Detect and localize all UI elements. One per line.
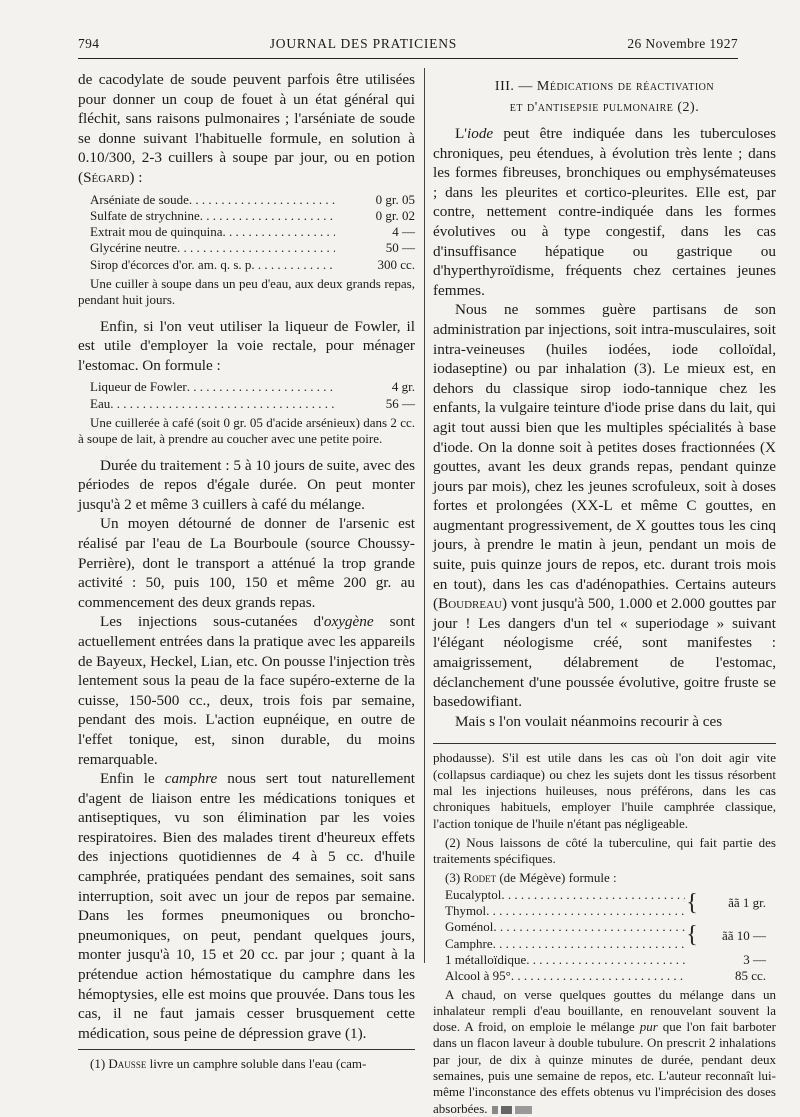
section-heading-line-1: III. — Médications de réactivation [494, 79, 715, 94]
recipe2-row [90, 396, 415, 412]
footnote-2: (2) Nous laissons de côté la tuberculine, qui fait partie des traitements spécifiques. [433, 834, 776, 867]
intro-paragraph: de cacodylate de soude peuvent parfois être utilisées pour donner un coup de fouet à un état général qui fléchit, sans raisons pulmonaires ; l'arséniate de soude se donne suivant l'habituelle formule, en solution à 0.10/300, 2-3 cuillers à soupe par jour, ou en potion (Ségard) : [78, 71, 415, 186]
journal-title: JOURNAL DES PRATICIENS [269, 36, 458, 51]
formula-amount-1: ãã 1 gr. [728, 894, 766, 910]
recipe1-row [90, 224, 415, 240]
leader-dots [177, 240, 335, 256]
leader-dots [110, 396, 335, 412]
fowler-instructions: Une cuillerée à café (soit 0 gr. 05 d'acide arsénieux) dans 2 cc. à soupe de lait, à prendre au coucher avec une petite poire. [78, 415, 415, 447]
recipe2-quantity: 56 — [385, 395, 415, 411]
author-dausse: Dausse [108, 1056, 147, 1072]
leader-dots [189, 192, 335, 208]
formula-ingredient: Goménol [445, 919, 494, 935]
footnote-rule-right [433, 743, 776, 744]
recipe1-ingredient: Glycérine neutre [90, 240, 177, 256]
recipe2-quantity: 4 gr. [391, 379, 415, 395]
formula-amount-3: 3 — [743, 951, 766, 967]
recipe1-quantity: 4 — [392, 224, 415, 240]
formula-ingredient-row [445, 887, 685, 903]
recipe2-ingredient: Liqueur de Fowler [90, 379, 187, 395]
leader-dots [526, 952, 685, 968]
arsenic-recipe [90, 192, 415, 273]
footnotes-right [433, 750, 776, 1117]
oxygen-term: oxygène [323, 613, 374, 631]
camphor-term: camphre [164, 770, 218, 788]
formula-amount-4: 85 cc. [734, 968, 766, 984]
recipe1-ingredient: Extrait mou de quinquina [90, 224, 223, 240]
formula-ingredient: Camphre [445, 935, 493, 951]
leader-dots [501, 887, 685, 903]
footnote-1: (1) Dausse livre un camphre soluble dans l'eau (cam- [90, 1056, 367, 1072]
recipe2-row [90, 379, 415, 395]
left-column [78, 70, 415, 1073]
section-heading-line-2: et d'antisepsie pulmonaire (2). [509, 100, 700, 115]
author-boudreau: Boudreau [438, 595, 502, 613]
iodine-administration-paragraph: Nous ne sommes guère partisans de son administration par injections, soit intra-musculaires, soit intra-veineuses (huiles iodées, iode colloïdal, iodaseptine) ou par inhalation (3). Le mieux est, en dehors du classique sirop iodo-tannique chez les enfants, la vulgaire teinture d'iode prise dans du lait, qui agit tout aussi bien que les multiples spécialités à base d'iode. On la donne soit à petites doses fractionnées (X gouttes, avant les deux grands repas, pendant quinze jours par mois), chez les jeunes scrofuleux, soit à doses fortes et prolongées (XX-L et même C gouttes, en augmentant progressivement, de X gouttes tous les cinq jours, à prendre le matin à jeun, pendant un mois de suite, puis quinze jours de repos, etc. durant trois mois en tout), dans les cas d'adénopathies. Certains auteurs (Boudreau) vont jusqu'à 500, 1.000 et 2.000 gouttes par jour ! Les dangers d'un tel « superiodage » suivant l'élégant néologisme créé, sont manifestes : amaigrissement, délabrement de l'estomac, déclanchement d'une poussée évolutive, goitre fruste se basedowifiant. [433, 301, 776, 711]
fowler-recipe [90, 379, 415, 412]
fowler-paragraph: Enfin, si l'on veut utiliser la liqueur de Fowler, il est utile d'employer la voie rectale, pour ménager l'estomac. On formule : [78, 317, 415, 374]
issue-date: 26 Novembre 1927 [627, 36, 738, 51]
formula-ingredient-row [445, 919, 685, 935]
recipe1-quantity: 50 — [385, 240, 415, 256]
bourboule-paragraph: Un moyen détourné de donner de l'arsenic est réalisé par l'eau de La Bourboule (source Choussy-Perrière), dont le transport a atténué la trop grande activité : 50, puis 100, 150 et même 200 gr. au commencement des deux grands repas. [78, 515, 415, 611]
recipe1-ingredient: Sulfate de strychnine [90, 207, 200, 223]
formula-ingredient: Eucalyptol [445, 886, 502, 902]
formula-ingredient-row [445, 968, 685, 984]
leader-dots [493, 936, 685, 952]
leader-dots [200, 208, 335, 224]
header-rule [78, 58, 738, 59]
closing-line: Mais s l'on voulait néanmoins recourir à ces [455, 712, 723, 730]
camphor-paragraph: Enfin le camphre nous sert tout naturellement d'agent de liaison entre les médications toniques et antiseptiques, vu son élimination par les voies respiratoires. Bien des malades tirent d'heureux effets des injections quotidiennes de 4 à 5 cc. d'huile camphrée, pratiquées pendant des semaines, soit sans interruption, soit avec un jour de repos par semaine. Dans les formes pneumoniques ou broncho-pneumoniques, on peut, pendant quelques jours, monter jusqu'à 10, 15 et 20 cc. par jour ; quant à la prétendue action hémostatique du camphre dans les hémoptysies, elle est moins que prouvée. Dans tous les cas, il ne faut jamais cesser brusquement cette médication, sous peine de dépression grave (1). [78, 770, 416, 1042]
formula-ingredient-row [445, 903, 685, 919]
recipe1-row [90, 192, 415, 208]
formula-ingredient: 1 métalloïdique [445, 951, 527, 967]
leader-dots [486, 903, 685, 919]
formula-ingredient: Alcool à 95° [445, 968, 511, 984]
iodine-term: iode [467, 125, 494, 142]
footnote-1-continued: phodausse). S'il est utile dans les cas où l'on doit agir vite (collapsus cardiaque) ou chez les sujets dont les tissus résorbent mal les injections huileuses, nous préférons, dans les cas chroniques habituels, employer l'huile camphrée classique, l'action tonique de l'huile n'étant pas négligeable. [433, 750, 776, 831]
footnote-rule [78, 1049, 415, 1050]
recipe1-quantity: 0 gr. 02 [375, 207, 415, 223]
recipe1-ingredient: Sirop d'écorces d'or. am. q. s. p [90, 256, 252, 272]
formula-ingredient-row [445, 936, 685, 952]
formula-ingredient: Thymol [445, 903, 487, 919]
leader-dots [223, 224, 335, 240]
duration-paragraph: Durée du traitement : 5 à 10 jours de suite, avec des périodes de repos d'égale durée. On peut monter jusqu'à 2 et même 3 cuillers à café du mélange. [78, 456, 415, 513]
right-column [433, 70, 776, 1117]
leader-dots [493, 919, 685, 935]
oxygen-paragraph: Les injections sous-cutanées d'oxygène sont actuellement entrées dans la pratique avec les appareils de Bayeux, Heckel, Lian, etc. On pousse l'injection très lentement sous la peau de la face supéro-externe de la cuisse, 150-500 cc., deux, trois fois par semaine, pendant des mois. L'action eupnéique, en outre de l'effet tonique, est, sinon durable, du moins remarquable. [78, 613, 415, 768]
iodine-paragraph: L'iode peut être indiquée dans les tuberculoses chroniques, peu étendues, à évolution très lente ; dans les formes fibreuses, bronchiques ou emphysémateuses ; dans les pleurites et cortico-pleurites. Elle est, par contre, nettement contre-indiquée dans les formes évolutives ou à type congestif, dans les cas d'insuffisance hépatique ou gastrique ou d'hyperthyroïdisme, fréquents chez certaines jeunes femmes. [433, 125, 776, 299]
formula-amounts [699, 887, 776, 985]
recipe1-quantity: 300 cc. [377, 256, 415, 272]
footnote-3-intro: (3) Rodet (de Mégève) formule : [445, 870, 617, 886]
formula-amount-2: ãã 10 — [721, 927, 766, 943]
footnote-3-text: A chaud, on verse quelques gouttes du mélange dans un inhalateur rempli d'eau bouillante, en renouvelant souvent la dose. A froid, on emploie le mélange pur que l'on fait barboter dans un flacon laveur à double tubulure. On prescrit 2 inhalations par jour, de dix à quinze minutes de durée, pendant deux semaines, puis une semaine de repos, etc. L'auteur reconnaît lui-même l'inconstance des effets obtenus vu l'imprécision des doses absorbées. [433, 986, 777, 1116]
recipe1-ingredient: Arséniate de soude [90, 191, 189, 207]
inhalation-formula [445, 887, 776, 985]
column-divider [424, 68, 425, 963]
leader-dots [251, 257, 335, 273]
page-number: 794 [78, 36, 100, 51]
leader-dots [187, 379, 335, 395]
author-segard: Ségard [83, 168, 130, 186]
section-heading [433, 76, 776, 118]
formula-ingredient-row [445, 952, 685, 968]
recipe1-row [90, 257, 415, 273]
pure-term: pur [639, 1019, 658, 1035]
recipe1-row [90, 208, 415, 224]
leader-dots [511, 968, 685, 984]
running-header [78, 36, 738, 58]
author-rodet: Rodet [463, 870, 497, 886]
printer-mark [492, 1106, 542, 1114]
recipe1-row [90, 240, 415, 256]
recipe-instructions: Une cuiller à soupe dans un peu d'eau, aux deux grands repas, pendant huit jours. [78, 276, 415, 308]
recipe2-ingredient: Eau [90, 395, 111, 411]
recipe1-quantity: 0 gr. 05 [375, 191, 415, 207]
formula-braces: { { [686, 889, 698, 948]
